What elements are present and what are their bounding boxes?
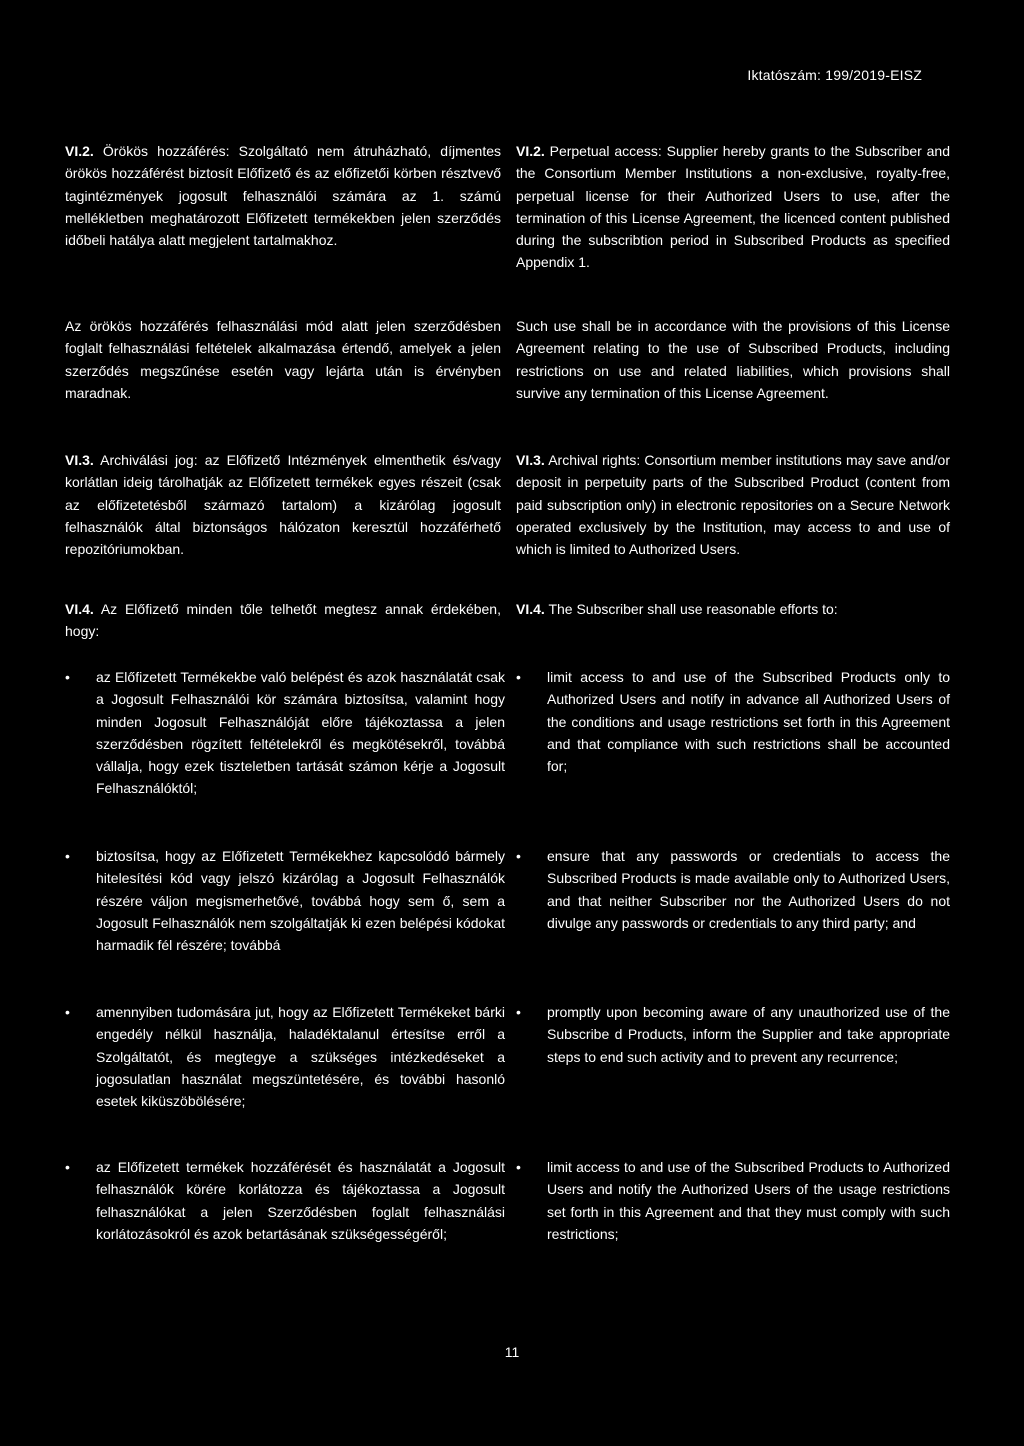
- list-item-text: biztosítsa, hogy az Előfizetett Termékekhez kapcsolódó bármely hitelesítési kód vagy jelszó kizárólag a Jogosult Felhasználók részére váljon megismerhetővé, továbbá hogy sem ő, sem a Jogosult Felhasználók nem szolgáltatják ki ezen belépési kódokat harmadik fél részére; továbbá: [96, 848, 505, 954]
- paragraph-text: Az örökös hozzáférés felhasználási mód alatt jelen szerződésben foglalt felhasználási feltételek alkalmazása értendő, amelyek a jelen szerződés megszűnése esetén vagy lejárta után is érvényben maradnak.: [65, 318, 501, 401]
- list-item: [65, 845, 505, 956]
- section-number: VI.3.: [65, 452, 94, 468]
- list-item-text: az Előfizetett termékek hozzáférését és használatát a Jogosult felhasználók körére korlátozza és tájékoztassa a Jogosult felhasználókat a jelen Szerződésben foglalt felhasználási korlátozásokról és azok betartásának szükségességéről;: [96, 1159, 505, 1242]
- section-vi2-en-text: [516, 140, 950, 274]
- section-number: VI.4.: [516, 601, 545, 617]
- bullet-icon: •: [65, 848, 70, 864]
- list-item-text: promptly upon becoming aware of any unauthorized use of the Subscribe d Products, inform the Supplier and take appropriate steps to end such activity and to prevent any recurrence;: [547, 1004, 950, 1065]
- list-item: [65, 666, 505, 800]
- bullet-icon: •: [516, 669, 521, 685]
- list-item: [516, 1156, 950, 1245]
- list-item-text: az Előfizetett Termékekbe való belépést és azok használatát csak a Jogosult Felhasználói kör számára biztosítsa, valamint hogy minden Jogosult Felhasználóját előre tájékoztassa a jelen szerződésben rögzített feltételekről és megkötésekről, továbbá vállalja, hogy ezek tiszteletben tartását számon kérje a Jogosult Felhasználóktól;: [96, 669, 505, 797]
- section-vi3-en: [516, 449, 950, 560]
- bullet-icon: •: [516, 1004, 521, 1020]
- section-body: Archiválási jog: az Előfizető Intézmények elmenthetik és/vagy korlátlan ideig tárolhatják az Előfizetett termékek egyes részeit (csak az előfizetetésből származó tartalom) a kizárólag jogosult felhasználók által biztonságos hálózaton keresztül hozzáférhető repozitóriumokban.: [65, 452, 501, 558]
- list-item-text: amennyiben tudomására jut, hogy az Előfizetett Termékeket bárki engedély nélkül használja, haladéktalanul értesítse erről a Szolgáltatót, és megtegye a szükséges intézkedéseket a jogosulatlan használat megszüntetésére, és további hasonló esetek kiküszöbölésére;: [96, 1004, 505, 1110]
- section-number: VI.2.: [65, 143, 94, 159]
- section-vi4-en-text: [516, 598, 950, 620]
- list-item: [65, 1156, 505, 1245]
- section-number: VI.3.: [516, 452, 545, 468]
- section-vi3-en-text: [516, 449, 950, 560]
- section-vi2-hu: [65, 140, 501, 251]
- section-body: Az Előfizető minden tőle telhetőt megtesz annak érdekében, hogy:: [65, 601, 501, 640]
- list-item-text: ensure that any passwords or credentials to access the Subscribed Products is made available only to Authorized Users, and that neither Subscriber nor the Authorized Users do not divulge any passwords or credentials to any third party; and: [547, 848, 950, 931]
- section-vi4-hu-text: [65, 598, 501, 643]
- section-body: Archival rights: Consortium member institutions may save and/or deposit in perpetuity parts of the Subscribed Product (content from paid subscription only) in electronic repositories on a Secure Network operated exclusively by the Institution, may access to and use of which is limited to Authorized Users.: [516, 452, 950, 558]
- section-number: VI.2.: [516, 143, 545, 159]
- section-vi2-continuation-en: [516, 315, 950, 404]
- section-number: VI.4.: [65, 601, 94, 617]
- section-vi2-en: [516, 140, 950, 274]
- section-vi3-hu: [65, 449, 501, 560]
- section-body: The Subscriber shall use reasonable efforts to:: [548, 601, 838, 617]
- list-item-text: limit access to and use of the Subscribed Products only to Authorized Users and notify in advance all Authorized Users of the conditions and usage restrictions set forth in this Agreement and that compliance with such restrictions shall be accounted for;: [547, 669, 950, 775]
- document-reference-number: Iktatószám: 199/2019-EISZ: [747, 67, 922, 83]
- list-item: [516, 845, 950, 934]
- bullet-icon: •: [516, 848, 521, 864]
- bullet-icon: •: [65, 1159, 70, 1175]
- section-vi4-en: [516, 598, 950, 620]
- section-body: Örökös hozzáférés: Szolgáltató nem átruházható, díjmentes örökös hozzáférést biztosít Előfizető és az előfizetői körben résztvevő tagintézmények jogosult felhasználói számára az 1. számú mellékletben meghatározott Előfizetett termékekben jelen szerződés időbeli hatálya alatt megjelent tartalmakhoz.: [65, 143, 502, 249]
- bullet-icon: •: [65, 669, 70, 685]
- paragraph-text: Such use shall be in accordance with the provisions of this License Agreement relating to the use of Subscribed Products, including restrictions on use and related liabilities, which provisions shall survive any termination of this License Agreement.: [516, 318, 950, 401]
- bullet-icon: •: [65, 1004, 70, 1020]
- page-number: 11: [504, 1344, 520, 1360]
- section-vi2-continuation-hu: [65, 315, 501, 404]
- section-vi2-hu-text: [65, 140, 501, 251]
- section-vi3-hu-text: [65, 449, 501, 560]
- list-item: [516, 1001, 950, 1068]
- section-body: Perpetual access: Supplier hereby grants to the Subscriber and the Consortium Member Institutions a non-exclusive, royalty-free, perpetual license for their Authorized Users to use, after the termination of this License Agreement, the licenced content published during the subscribtion period in Subscribed Products as specified Appendix 1.: [516, 143, 950, 271]
- section-vi4-hu: [65, 598, 501, 643]
- list-item: [65, 1001, 505, 1112]
- list-item-text: limit access to and use of the Subscribed Products to Authorized Users and notify the Authorized Users of the usage restrictions set forth in this Agreement and that they must comply with such restrictions;: [547, 1159, 950, 1242]
- bullet-icon: •: [516, 1159, 521, 1175]
- list-item: [516, 666, 950, 777]
